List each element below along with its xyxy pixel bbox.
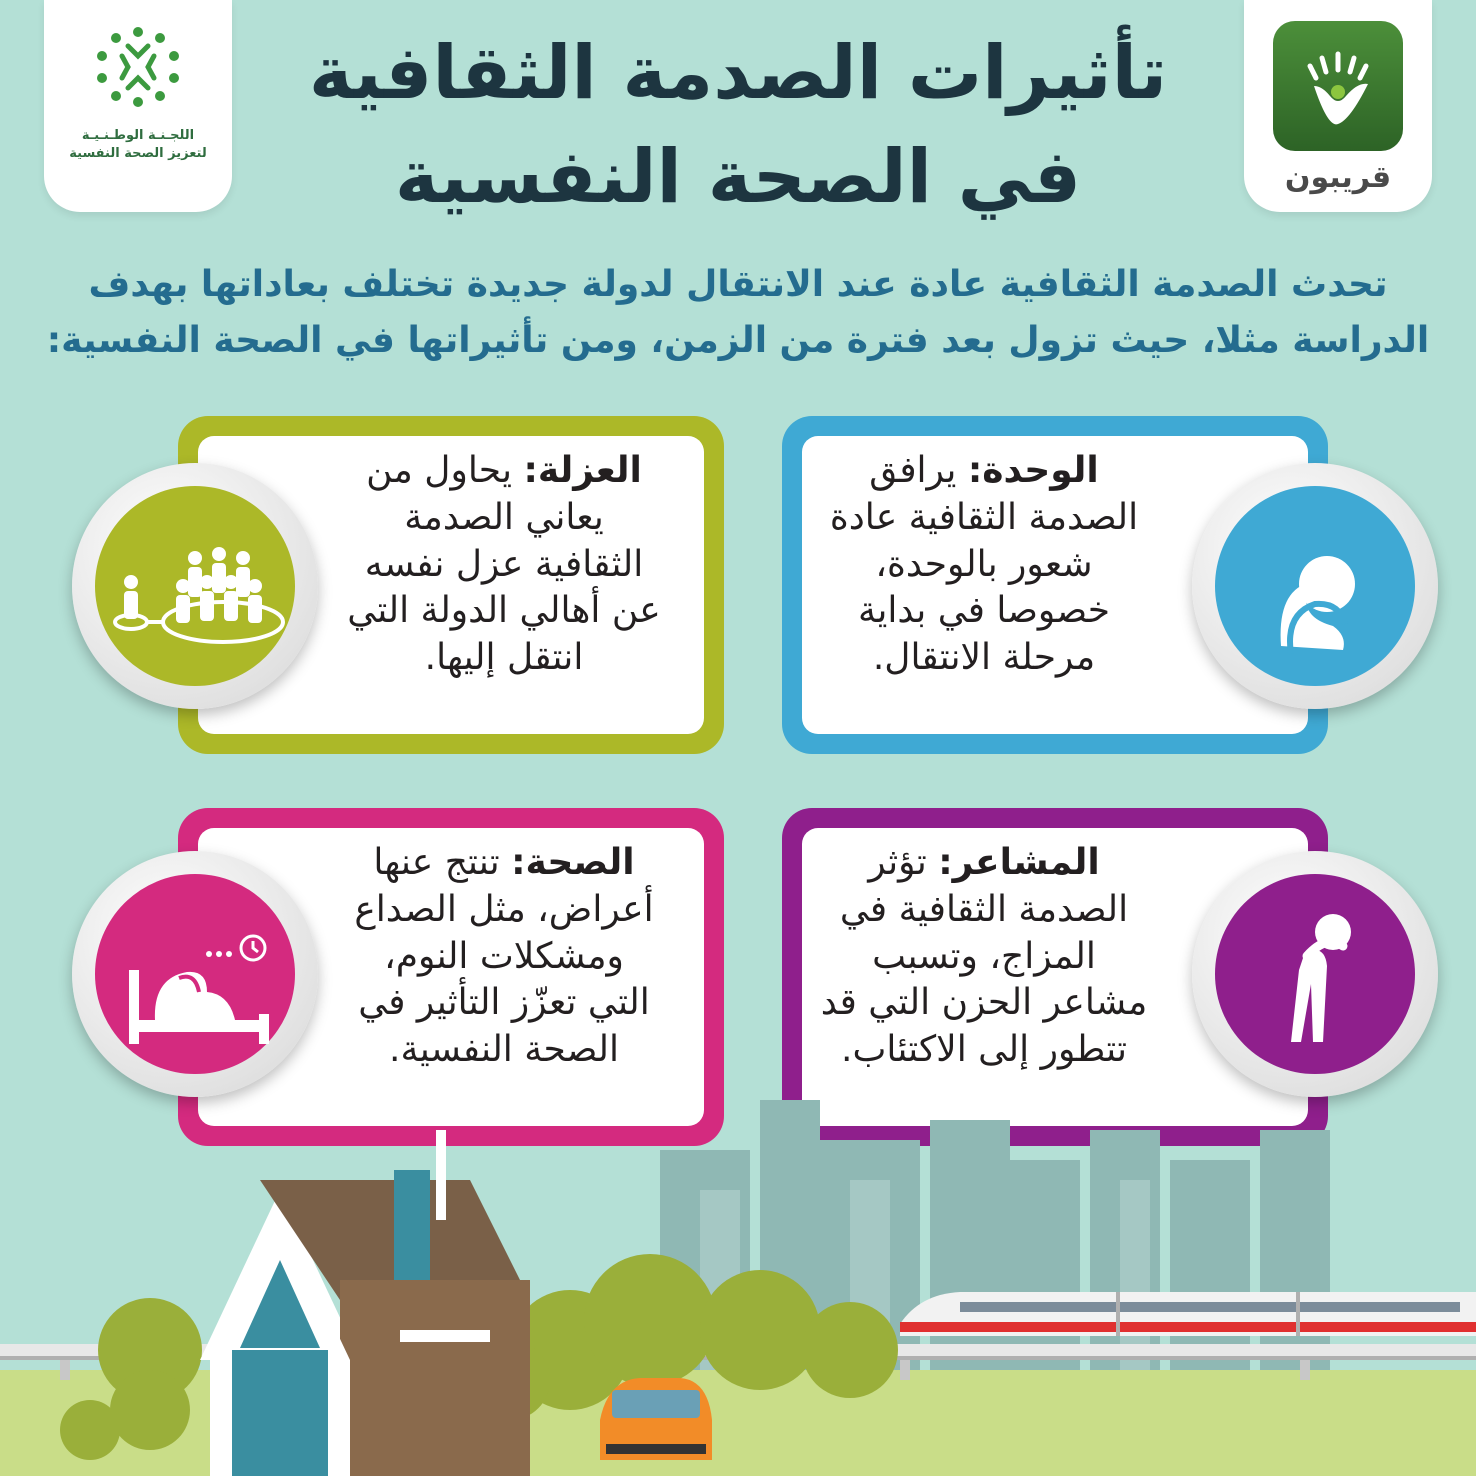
card-isolation-line-5: انتقل إليها. xyxy=(424,637,584,679)
health-badge xyxy=(72,851,318,1097)
committee-logo xyxy=(44,0,232,212)
card-feelings-line-2: الصدمة الثقافية في xyxy=(839,888,1129,930)
app-name: قريبون xyxy=(1284,160,1392,195)
card-feelings-text xyxy=(804,840,1164,1074)
card-loneliness-line-5: مرحلة الانتقال. xyxy=(872,637,1096,679)
app-logo xyxy=(1244,0,1432,212)
card-loneliness-line-1: يرافق xyxy=(869,450,968,491)
car xyxy=(600,1378,712,1460)
card-isolation-line-2: يعاني الصدمة xyxy=(404,496,604,538)
card-isolation-heading: العزلة: xyxy=(523,450,642,491)
sleepless-person-icon xyxy=(95,874,295,1074)
loneliness-badge xyxy=(1192,463,1438,709)
card-feelings-line-5: تتطور إلى الاكتئاب. xyxy=(841,1029,1127,1071)
card-isolation-line-4: عن أهالي الدولة التي xyxy=(347,590,661,632)
card-isolation-text xyxy=(324,448,684,682)
card-isolation-line-1: يحاول من xyxy=(366,450,524,491)
house xyxy=(200,1130,530,1476)
page-title-line1: تأثيرات الصدمة الثقافية xyxy=(308,30,1168,116)
card-feelings-line-3: المزاج، وتسبب xyxy=(872,935,1096,977)
city-scene-illustration xyxy=(0,1100,1476,1476)
card-health-line-3: ومشكلات النوم، xyxy=(384,935,624,977)
isolated-group-icon xyxy=(95,486,295,686)
card-loneliness-line-2: الصدمة الثقافية عادة xyxy=(829,496,1139,538)
card-health-heading: الصحة: xyxy=(511,842,635,883)
card-health-line-5: الصحة النفسية. xyxy=(389,1029,619,1071)
app-icon xyxy=(1273,21,1403,151)
intro-line1: تحدث الصدمة الثقافية عادة عند الانتقال لدولة جديدة تختلف بعاداتها بهدف xyxy=(88,264,1388,305)
committee-name-line2: لتعزيز الصحة النفسية xyxy=(69,146,207,161)
card-loneliness-line-4: خصوصا في بداية xyxy=(858,590,1110,632)
distressed-person-icon xyxy=(1215,874,1415,1074)
card-health-text xyxy=(324,840,684,1074)
card-feelings-heading: المشاعر: xyxy=(938,842,1100,883)
page-title-line2: في الصحة النفسية xyxy=(394,134,1082,220)
card-health-line-4: التي تعزّز التأثير في xyxy=(358,982,650,1024)
sad-person-icon xyxy=(1215,486,1415,686)
card-feelings-line-1: تؤثر xyxy=(868,842,939,883)
train xyxy=(900,1292,1476,1336)
card-loneliness-text xyxy=(804,448,1164,682)
intro-line2: الدراسة مثلا، حيث تزول بعد فترة من الزمن، ومن تأثيراتها في الصحة النفسية: xyxy=(46,320,1430,361)
isolation-badge xyxy=(72,463,318,709)
card-loneliness-line-3: شعور بالوحدة، xyxy=(875,543,1093,585)
committee-emblem-icon xyxy=(88,22,188,112)
card-feelings-line-4: مشاعر الحزن التي قد xyxy=(820,982,1148,1024)
card-isolation-line-3: الثقافية عزل نفسه xyxy=(364,543,644,585)
card-loneliness-heading: الوحدة: xyxy=(967,450,1099,491)
feelings-badge xyxy=(1192,851,1438,1097)
committee-name-line1: اللجـنـة الوطـنـيـة xyxy=(81,128,195,143)
heart-hand-icon xyxy=(1288,36,1388,136)
card-health-line-1: تنتج عنها xyxy=(373,842,512,883)
card-health-line-2: أعراض، مثل الصداع xyxy=(354,888,654,930)
